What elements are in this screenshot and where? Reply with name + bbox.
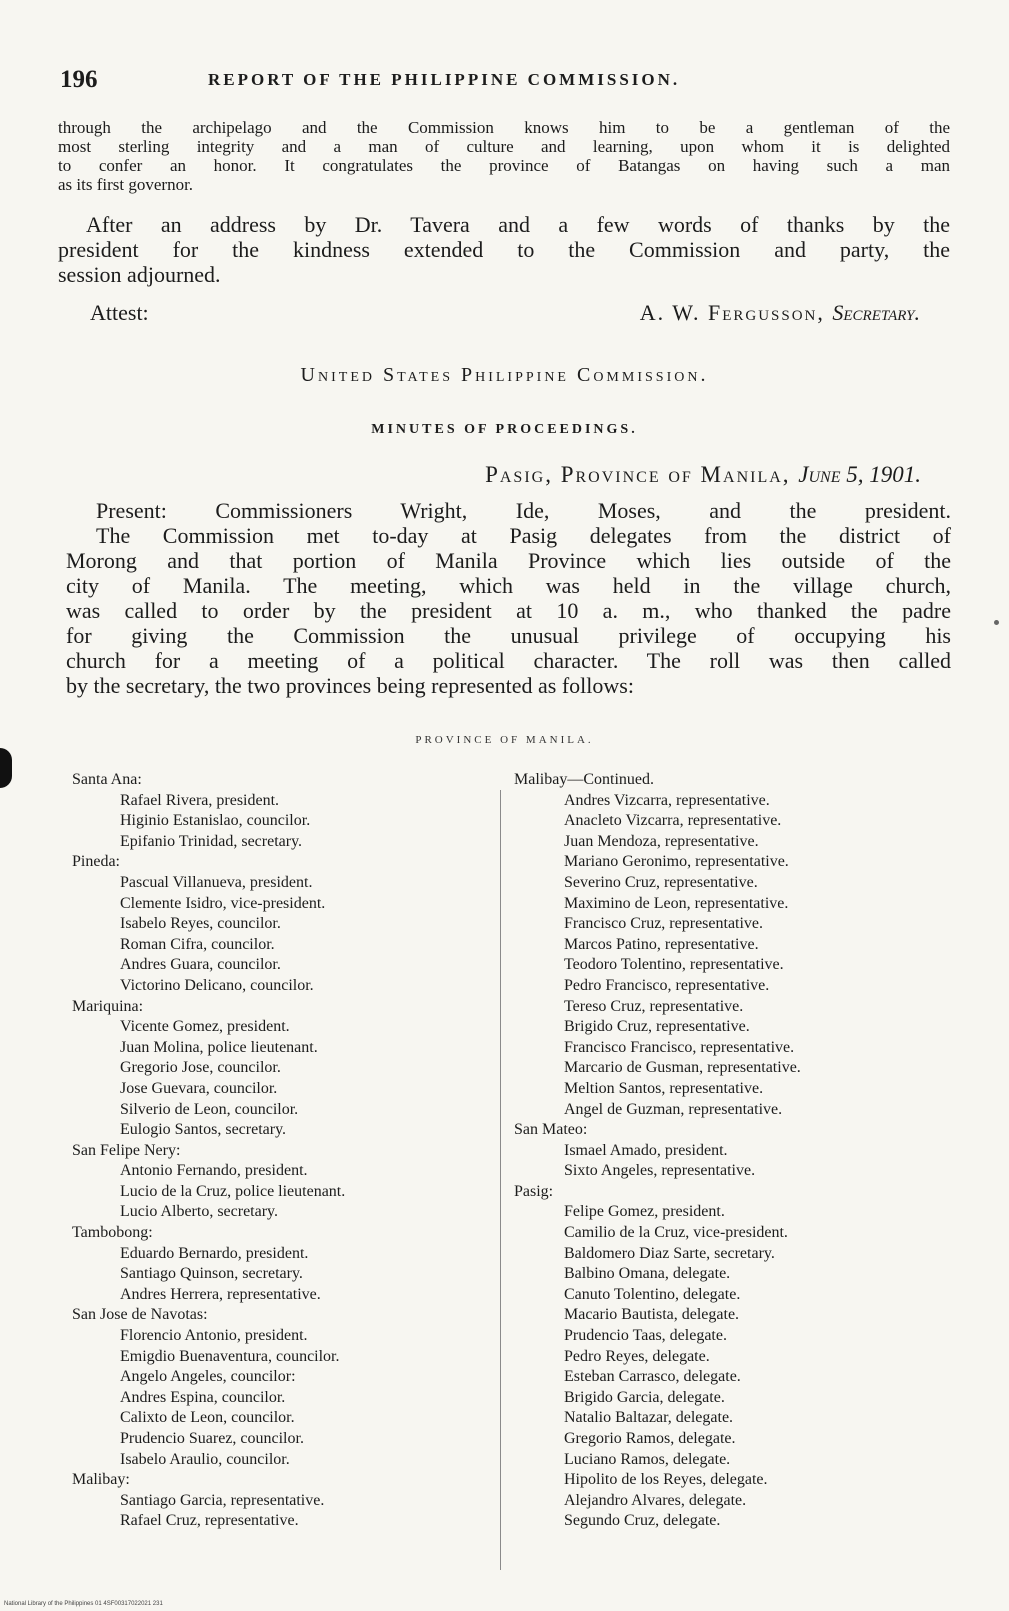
roll-entry: Luciano Ramos, delegate. <box>564 1450 731 1468</box>
intro-paragraph <box>58 118 950 194</box>
proceedings-last-line: by the secretary, the two provinces being represented as follows: <box>66 673 634 698</box>
roll-entry: Francisco Francisco, representative. <box>564 1038 795 1056</box>
town-name: San Felipe Nery: <box>72 1141 181 1159</box>
roll-entry: Rafael Rivera, president. <box>120 791 280 809</box>
roll-entry: Antonio Fernando, president. <box>120 1162 308 1180</box>
dateline <box>485 462 921 488</box>
proceedings-line: city of Manila. The meeting, which was held in the village church, <box>66 573 951 598</box>
roll-entry: Francisco Cruz, representative. <box>564 915 764 933</box>
proceedings-line: church for a meeting of a political character. The roll was then called <box>66 648 951 673</box>
signatory-name: A. W. Fergusson, <box>639 300 825 325</box>
roll-column-right <box>514 770 954 1532</box>
roll-entry: Pedro Francisco, representative. <box>564 976 770 994</box>
roll-entry: Emigdio Buenaventura, councilor. <box>120 1347 340 1365</box>
roll-entry: Maximino de Leon, representative. <box>564 894 789 912</box>
roll-entry: Ismael Amado, president. <box>564 1141 728 1159</box>
roll-entry: Andres Herrera, representative. <box>120 1285 321 1303</box>
roll-entry: Brigido Cruz, representative. <box>564 1018 750 1036</box>
roll-entry: Marcario de Gusman, representative. <box>564 1059 801 1077</box>
roll-entry: Hipolito de los Reyes, delegate. <box>564 1471 768 1489</box>
roll-entry: Rafael Cruz, representative. <box>120 1512 299 1530</box>
roll-entry: Florencio Antonio, president. <box>120 1327 308 1345</box>
roll-entry: Balbino Omana, delegate. <box>564 1265 731 1283</box>
adjournment-last-line: session adjourned. <box>58 262 221 287</box>
roll-entry: Prudencio Taas, delegate. <box>564 1327 727 1345</box>
roll-entry: Santiago Garcia, representative. <box>120 1491 325 1509</box>
ink-blot <box>0 748 12 788</box>
roll-entry: Angel de Guzman, representative. <box>564 1100 783 1118</box>
town-name: San Mateo: <box>514 1121 588 1139</box>
dateline-date: June 5, 1901. <box>798 462 921 487</box>
roll-entry: Isabelo Reyes, councilor. <box>120 915 281 933</box>
roll-entry: Felipe Gomez, president. <box>564 1203 725 1221</box>
roll-entry: Severino Cruz, representative. <box>564 873 758 891</box>
roll-entry: Eduardo Bernardo, president. <box>120 1244 309 1262</box>
roll-entry: Andres Guara, councilor. <box>120 956 281 974</box>
town-name: Pineda: <box>72 853 120 871</box>
column-divider <box>500 790 501 1570</box>
roll-entry: Andres Espina, councilor. <box>120 1388 286 1406</box>
intro-line: most sterling integrity and a man of culture and learning, upon whom it is delighted <box>58 137 950 156</box>
roll-entry: Epifanio Trinidad, secretary. <box>120 832 303 850</box>
town-name: Pasig: <box>514 1182 554 1200</box>
roll-entry: Victorino Delicano, councilor. <box>120 976 314 994</box>
roll-entry: Andres Vizcarra, representative. <box>564 791 770 809</box>
town-name: Malibay—Continued. <box>514 771 654 788</box>
roll-entry: Pedro Reyes, delegate. <box>564 1347 710 1365</box>
signatory-title: Secretary. <box>832 300 920 325</box>
roll-entry: Sixto Angeles, representative. <box>564 1162 756 1180</box>
roll-entry: Macario Bautista, delegate. <box>564 1306 740 1324</box>
roll-entry: Baldomero Diaz Sarte, secretary. <box>564 1244 775 1262</box>
roll-entry: Vicente Gomez, president. <box>120 1018 290 1036</box>
roll-entry: Clemente Isidro, vice-president. <box>120 894 326 912</box>
province-title: PROVINCE OF MANILA. <box>415 734 594 746</box>
intro-line: to confer an honor. It congratulates the province of Batangas on having such a man <box>58 156 950 175</box>
roll-entry: Lucio Alberto, secretary. <box>120 1203 279 1221</box>
proceedings-line: Morong and that portion of Manila Province which lies outside of the <box>66 548 951 573</box>
roll-entry: Roman Cifra, councilor. <box>120 935 275 953</box>
roll-entry: Tereso Cruz, representative. <box>564 997 744 1015</box>
roll-entry: Silverio de Leon, councilor. <box>120 1100 299 1118</box>
roll-entry: Camilio de la Cruz, vice-president. <box>564 1224 788 1242</box>
roll-entry: Marcos Patino, representative. <box>564 935 759 953</box>
roll-entry: Esteban Carrasco, delegate. <box>564 1368 741 1386</box>
adjournment-paragraph <box>58 237 950 287</box>
adjournment-first-line: After an address by Dr. Tavera and a few words of thanks by the <box>86 212 950 237</box>
roll-entry: Anacleto Vizcarra, representative. <box>564 812 782 830</box>
roll-entry: Canuto Tolentino, delegate. <box>564 1285 741 1303</box>
roll-entry: Prudencio Suarez, councilor. <box>120 1430 304 1447</box>
roll-entry: Gregorio Ramos, delegate. <box>564 1430 736 1447</box>
roll-entry: Angelo Angeles, councilor: <box>120 1368 296 1386</box>
proceedings-line: was called to order by the president at 10 a. m., who thanked the padre <box>66 598 951 623</box>
footer-credit: National Library of the Philippines 01 4SF00317022021 231 <box>4 1601 163 1607</box>
proceedings-line: for giving the Commission the unusual privilege of occupying his <box>66 623 951 648</box>
proceedings-first-line: The Commission met to-day at Pasig delegates from the district of <box>96 523 951 548</box>
roll-entry: Calixto de Leon, councilor. <box>120 1409 295 1427</box>
roll-entry: Segundo Cruz, delegate. <box>564 1512 721 1530</box>
roll-entry: Brigido Garcia, delegate. <box>564 1388 725 1406</box>
roll-entry: Pascual Villanueva, president. <box>120 873 313 891</box>
town-name: Malibay: <box>72 1471 130 1489</box>
page-number: 196 <box>60 66 98 93</box>
roll-entry: Meltion Santos, representative. <box>564 1079 764 1097</box>
town-name: Tambobong: <box>72 1224 153 1242</box>
town-name: Santa Ana: <box>72 771 142 788</box>
page-header <box>60 66 940 100</box>
roll-entry: Mariano Geronimo, representative. <box>564 853 789 871</box>
roll-entry: Gregorio Jose, councilor. <box>120 1059 281 1077</box>
minutes-title: MINUTES OF PROCEEDINGS. <box>371 422 638 437</box>
roll-column-left <box>72 770 492 1532</box>
roll-entry: Jose Guevara, councilor. <box>120 1079 278 1097</box>
dateline-place: Pasig, Province of Manila, <box>485 462 791 487</box>
roll-entry: Teodoro Tolentino, representative. <box>564 956 784 974</box>
roll-entry: Alejandro Alvares, delegate. <box>564 1491 747 1509</box>
roll-entry: Juan Mendoza, representative. <box>564 832 759 850</box>
roll-entry: Natalio Baltazar, delegate. <box>564 1409 734 1427</box>
roll-entry: Lucio de la Cruz, police lieutenant. <box>120 1182 346 1200</box>
town-name: Mariquina: <box>72 997 144 1015</box>
roll-entry: Juan Molina, police lieutenant. <box>120 1038 318 1056</box>
intro-line: through the archipelago and the Commission knows him to be a gentleman of the <box>58 118 950 137</box>
proceedings-paragraph <box>66 548 951 698</box>
attest-label: Attest: <box>90 300 149 325</box>
commission-title: United States Philippine Commission. <box>300 364 709 386</box>
ink-speck <box>994 620 999 625</box>
present-line: Present: Commissioners Wright, Ide, Moses, and the president. <box>96 498 951 523</box>
running-head: REPORT OF THE PHILIPPINE COMMISSION. <box>208 70 681 89</box>
secretary-signature <box>640 300 920 326</box>
roll-entry: Eulogio Santos, secretary. <box>120 1121 287 1139</box>
roll-entry: Santiago Quinson, secretary. <box>120 1265 303 1283</box>
roll-entry: Higinio Estanislao, councilor. <box>120 812 311 830</box>
roll-entry: Isabelo Araulio, councilor. <box>120 1450 290 1468</box>
intro-last-line: as its first governor. <box>58 175 194 194</box>
adjournment-line: president for the kindness extended to the Commission and party, the <box>58 237 950 262</box>
town-name: San Jose de Navotas: <box>72 1306 208 1324</box>
